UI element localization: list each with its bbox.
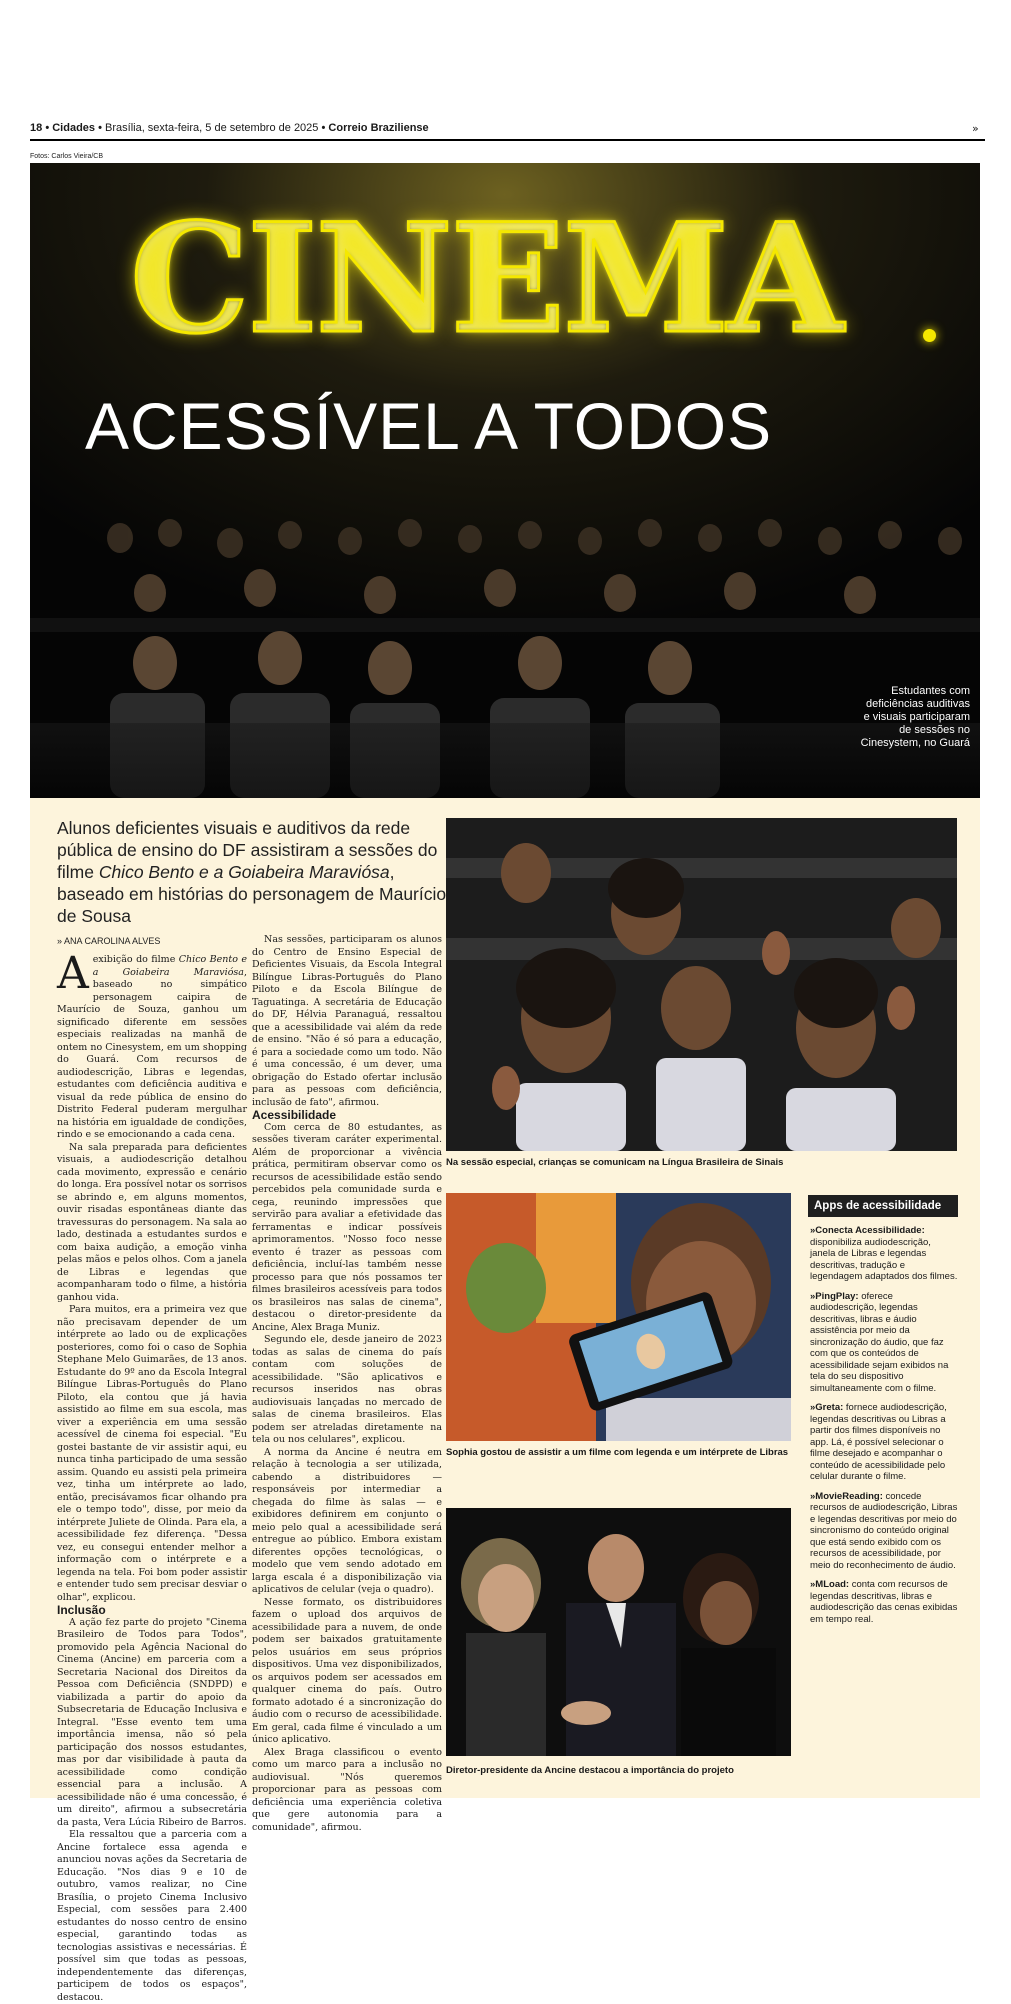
neon-dot bbox=[923, 329, 936, 342]
chevron-right-icon: » bbox=[810, 1290, 816, 1302]
hero-caption: Estudantes com deficiências auditivas e visuais participaram de sessões no Cinesystem, no Guará bbox=[860, 685, 970, 749]
paragraph: Segundo ele, desde janeiro de 2023 todas as salas de cinema do país contam com soluções de acessibilidade. "São aplicativos e recursos inseridos nas obras audiovisuais lançadas no mercado de salas de cinema brasileiros. Elas podem ser atreladas diretamente na tela ou nos celulares", explicou. bbox=[252, 1334, 442, 1445]
chevron-right-icon: » bbox=[810, 1402, 816, 1413]
newspaper-name: Correio Braziliense bbox=[328, 122, 429, 134]
paragraph: Ela ressaltou que a parceria com a Ancine fortalece essa agenda e anunciou novas ações da Secretaria de Educação. "Nos dias 9 e 10 de outubro, vamos realizar, no Cine Brasília, o projeto Cinema Inclusivo Especial, com sessões para 2.400 estudantes do nosso centro de ensino especial, garantindo todas as tecnologias assistivas e necessárias. É possível sim que todas as pessoas, independentemente das diferenças, participem de todos os espaços", destacou. bbox=[57, 1829, 247, 2003]
girl-with-phone-photo bbox=[446, 1193, 791, 1441]
app-item: »PingPlay: oferece audiodescrição, legendas descritivas, libras e áudio assistência por meio da sincronização do áudio, que faz com que os conteúdos de acessibilidade sejam exibidos na tela do seu dispositivo simultaneamente com o filme. bbox=[810, 1290, 949, 1394]
paragraph: A ação fez parte do projeto "Cinema Brasileiro de Todos para Todos", promovido pela Agência Nacional do Cinema (Ancine) em parceria com a Secretaria Nacional dos Direitos da Pessoa com Deficiência (SNDPD) e viabilizada a partir do apoio da Subsecretaria de Educação Inclusiva e Integral. "Esse evento tem uma importância imensa, não só pela participação dos nossos estudantes, mas por dar visibilidade à pauta da acessibilidade como condição essencial para a inclusão. A acessibilidade não é uma concessão, é um direito", afirmou a subsecretária da pasta, Vera Lúcia Ribeiro de Barros. bbox=[57, 1616, 247, 1828]
app-item: »MLoad: conta com recursos de legendas descritivas, libras e audiodescrição das cenas exibidas em tempo real. bbox=[810, 1579, 958, 1625]
paragraph: A norma da Ancine é neutra em relação à tecnologia a ser utilizada, cabendo a distribuidores — responsáveis por intermediar a chegada do filme às salas — e exibidores definirem em conjunto o meio pelo qual a acessibilidade será entregue ao público. Embora existam diferentes opções tecnológicas, o modelo que vem sendo adotado em larga escala é a disponibilização via aplicativos de celular (veja o quadro). bbox=[252, 1446, 442, 1595]
paragraph: Com cerca de 80 estudantes, as sessões tiveram caráter experimental. Além de proporcionar a vivência prática, permitiram observar como os recursos de acessibilidade estão sendo percebidos pela comunidade surda e cega, reunindo impressões que servirão para avaliar a efetividade das ferramentas e indicar possíveis aprimoramentos. "Nosso foco nesse evento é trazer as pessoas com deficiência, incluí-las também nesse processo para que nós possamos ter filmes brasileiros acessíveis para todos os brasileiros nas salas de cinema", destacou o diretor-presidente da Ancine, Alex Braga Muniz. bbox=[252, 1121, 442, 1333]
photo-caption: Sophia gostou de assistir a um filme com legenda e um intérprete de Libras bbox=[446, 1447, 789, 1458]
section-name: Cidades bbox=[52, 122, 96, 134]
paragraph: Nas sessões, participaram os alunos do Centro de Ensino Especial de Deficientes Visuais, da Escola Integral Bilíngue Libras-Português do Plano Piloto e da Escola Bilíngue de Taguatinga. A secretária de Educação do DF, Hélvia Paranaguá, ressaltou que a acessibilidade vai além da rede de ensino. "Não é só para a educação, é para a sociedade como um todo. Não é uma concessão, é um dever, uma obrigação do Estado ofertar inclusão para as pessoas com deficiência, inclusão de fato", afirmou. bbox=[252, 934, 442, 1108]
paragraph: Nesse formato, os distribuidores fazem o upload dos arquivos de acessibilidade para a nuvem, de onde podem ser baixados gratuitamente pelos usuários em seus próprios dispositivos. Uma vez disponibilizados, os arquivos podem ser acessados em qualquer cinema do país. Outro formato adotado é a sincronização do áudio com o recurso de acessibilidade. Em geral, cada filme é vinculado a um único aplicativo. bbox=[252, 1596, 442, 1745]
ancine-director-photo bbox=[446, 1508, 791, 1756]
subheading: Acessibilidade bbox=[252, 1108, 337, 1122]
paragraph: Na sala preparada para deficientes visuais, a audiodescrição detalhou cada movimento, expressão e cenário do longa. Era possível notar os sorrisos se abrindo e, em alguns momentos, ouvir risadas espontâneas diante das travessuras do personagem. Na sala ao lado, destinada a estudantes surdos e com baixa audição, a emoção vinha pelas mãos e pelos olhos. Com a janela de Libras e legendas que acompanharam todo o filme, a história ganhou vida. bbox=[57, 1141, 247, 1303]
paragraph: Alex Braga classificou o evento como um marco para a inclusão no audiovisual. "Nós queremos proporcionar para as pessoas com deficiência uma experiência coletiva que gere autonomia para a comunidade", afirmou. bbox=[252, 1746, 442, 1833]
paragraph: A exibição do filme Chico Bento e a Goiabeira Maraviósa, baseado no simpático personagem caipira de Maurício de Souza, ganhou um significado diferente em sessões especiais realizadas na manhã de ontem no Cinesystem, em um shopping do Guará. Com recursos de audiodescrição, Libras e legendas, estudantes com deficiência auditiva e visual da rede pública de ensino do Distrito Federal puderam mergulhar na história em igualdade de condições, rindo e se emocionando a cada cena. bbox=[57, 948, 247, 1140]
article-column-1 bbox=[57, 948, 247, 2003]
paragraph: Para muitos, era a primeira vez que não precisavam depender de um intérprete ao lado ou de explicações posteriores, como foi o caso de Sophia Stephane Melo Guimarães, de 13 anos. Estudante do 9º ano da Escola Integral Bilíngue Libras-Português do Plano Piloto, ela contou que já havia assistido ao filme em sua escola, mas viver a experiência em uma sessão acessível de cinema foi especial. "Eu gostei bastante de vir assistir aqui, eu nunca tinha participado de uma sessão assim. Quando eu assisti pela primeira vez, tinha um intérprete ao lado, então, precisávamos ficar olhando pra ele o tempo todo", disse, por meio da intérprete Juliete de Olinda. Para ela, a acessibilidade fez diferença. "Dessa vez, eu consegui entender melhor a informação com o intérprete e a legenda na tela. Foi bom poder assistir e entender tudo sem precisar desviar o olhar", explicou. bbox=[57, 1304, 247, 1603]
chevron-right-icon: » bbox=[810, 1490, 816, 1502]
header-rule bbox=[30, 139, 985, 141]
dateline: Brasília, sexta-feira, 5 de setembro de 2025 bbox=[105, 122, 319, 134]
byline: » ANA CAROLINA ALVES bbox=[57, 936, 161, 946]
chevron-right-icon: » bbox=[810, 1225, 816, 1236]
subheading: Inclusão bbox=[57, 1603, 106, 1617]
sidebar-title: Apps de acessibilidade bbox=[808, 1195, 958, 1217]
hero-title: CINEMA bbox=[130, 191, 842, 367]
app-item: »MovieReading: concede recursos de audiodescrição, Libras e legendas descritivas por meio do sincronismo do conteúdo original que está sendo exibido com os recursos de acessibilidade, por meio do reconhecimento de áudio. bbox=[810, 1490, 958, 1571]
children-signing-photo bbox=[446, 818, 957, 1151]
photo-credit: Fotos: Carlos Vieira/CB bbox=[30, 153, 104, 160]
chevron-right-icon: » bbox=[810, 1579, 816, 1590]
page-number: 18 bbox=[30, 122, 43, 134]
hero-photo bbox=[30, 163, 980, 798]
film-title: Chico Bento e a Goiabeira Maraviósa bbox=[98, 862, 390, 882]
app-item: »Greta: fornece audiodescrição, legendas descritivas ou Libras a partir dos filmes disponíveis no app. Lá, é possível selecionar o filme desejado e acompanhar o conteúdo de acessibilidade pelo celular durante o filme. bbox=[810, 1402, 947, 1482]
hero-subtitle: ACESSÍVEL A TODOS bbox=[85, 389, 773, 463]
drop-cap: A bbox=[57, 948, 89, 999]
article-column-2 bbox=[252, 934, 442, 1833]
article-deck: Alunos deficientes visuais e auditivos da rede pública de ensino do DF assistiram a sessões do filme Chico Bento e a Goiabeira Maraviósa, baseado em histórias do personagem de Maurício de Sousa bbox=[57, 818, 447, 926]
chevron-right-icon: » bbox=[972, 122, 979, 135]
page-header: 18 • Cidades • Brasília, sexta-feira, 5 de setembro de 2025 • Correio Braziliense bbox=[30, 122, 429, 134]
photo-caption: Diretor-presidente da Ancine destacou a importância do projeto bbox=[446, 1765, 734, 1776]
photo-caption: Na sessão especial, crianças se comunicam na Língua Brasileira de Sinais bbox=[446, 1157, 784, 1168]
app-item: »Conecta Acessibilidade: disponibiliza audiodescrição, janela de Libras e legendas descritivas, tradução e legendagem adaptados dos filmes. bbox=[810, 1225, 958, 1282]
apps-sidebar bbox=[808, 1195, 958, 1625]
